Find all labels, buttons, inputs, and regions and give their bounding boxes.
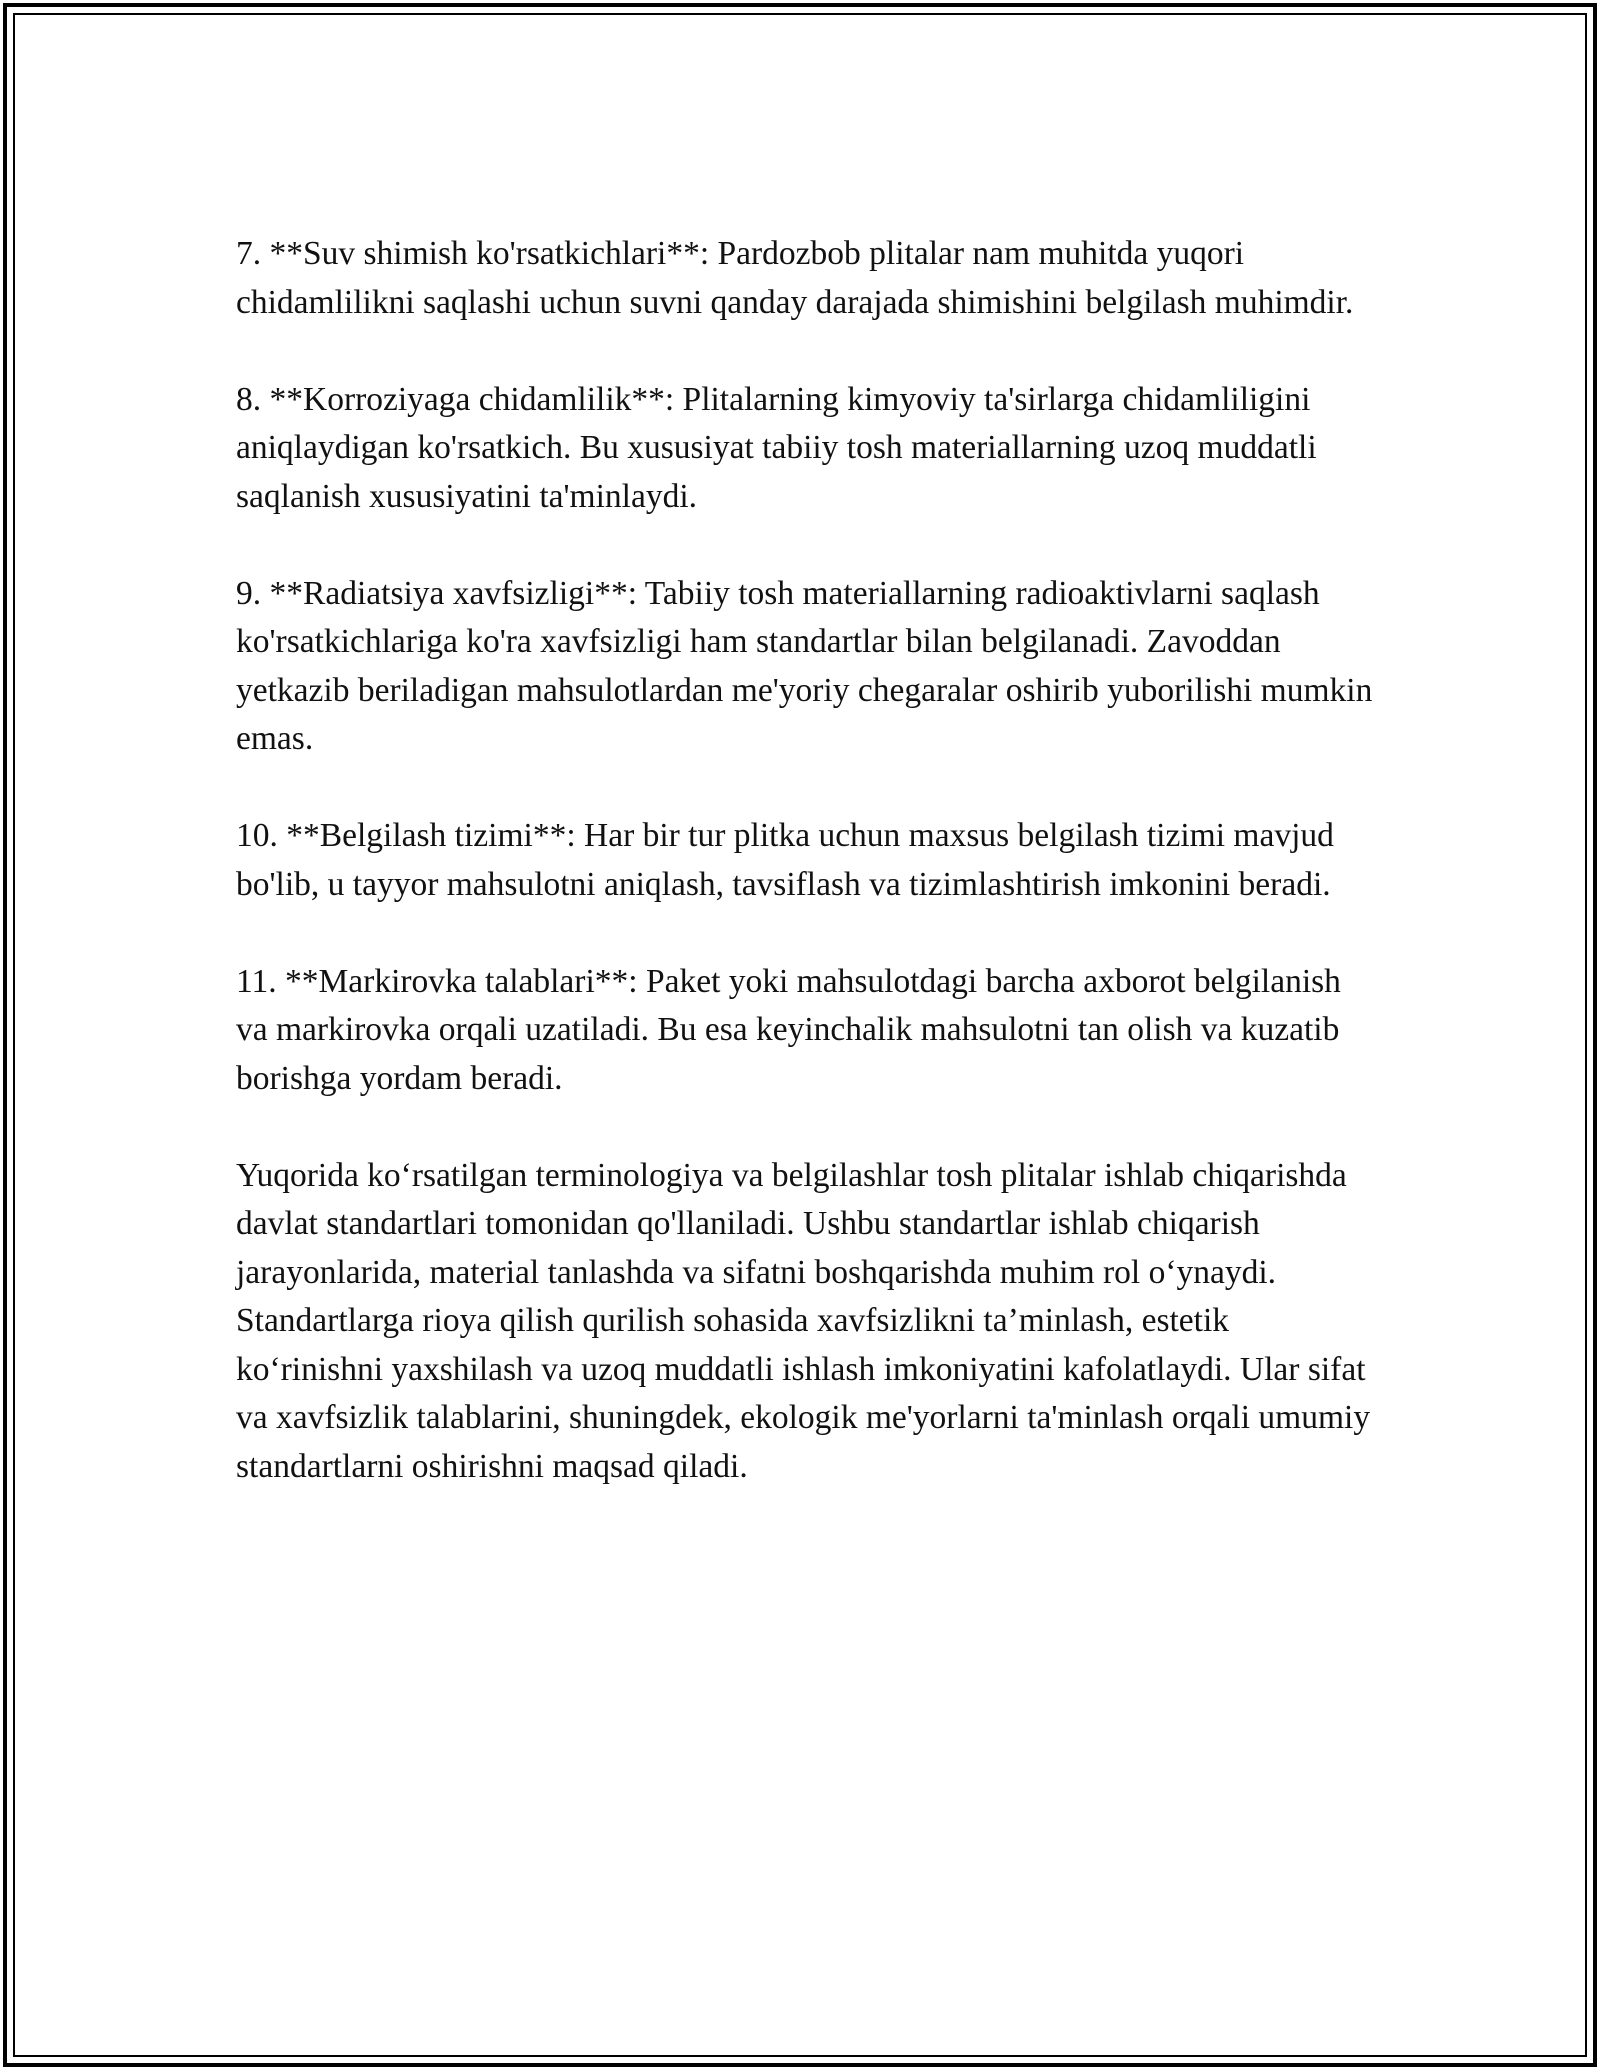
paragraph-conclusion: Yuqorida ko‘rsatilgan terminologiya va belgilashlar tosh plitalar ishlab chiqarishda davlat standartlari tomonidan qo'llaniladi. Ushbu standartlar ishlab chiqarish jarayonlarida, material tanlashda va sifatni boshqarishda muhim rol o‘ynaydi. Standartlarga rioya qilish qurilish sohasida xavfsizlikni ta’minlash, estetik ko‘rinishni yaxshilash va uzoq muddatli ishlash imkoniyatini kafolatlaydi. Ular sifat va xavfsizlik talablarini, shuningdek, ekologik me'yorlarni ta'minlash orqali umumiy standartlarni oshirishni maqsad qiladi.: [236, 1156, 1371, 1485]
document-body: [236, 230, 1376, 1540]
paragraph-labeling-requirements: 11. **Markirovka talablari**: Paket yoki mahsulotdagi barcha axborot belgilanish va markirovka orqali uzatiladi. Bu esa keyinchalik mahsulotni tan olish va kuzatib borishga yordam beradi.: [236, 962, 1341, 1097]
paragraph-marking-system: 10. **Belgilash tizimi**: Har bir tur plitka uchun maxsus belgilash tizimi mavjud bo'lib, u tayyor mahsulotni aniqlash, tavsiflash va tizimlashtirish imkonini beradi.: [236, 817, 1334, 903]
paragraph-water-absorption: 7. **Suv shimish ko'rsatkichlari**: Pardozbob plitalar nam muhitda yuqori chidamlilikni saqlashi uchun suvni qanday darajada shimishini belgilash muhimdir.: [236, 235, 1354, 321]
paragraph-corrosion-resistance: 8. **Korroziyaga chidamlilik**: Plitalarning kimyoviy ta'sirlarga chidamliligini aniqlaydigan ko'rsatkich. Bu xususiyat tabiiy tosh materiallarning uzoq muddatli saqlanish xususiyatini ta'minlaydi.: [236, 380, 1317, 515]
paragraph-radiation-safety: 9. **Radiatsiya xavfsizligi**: Tabiiy tosh materiallarning radioaktivlarni saqlash ko'rsatkichlariga ko'ra xavfsizligi ham standartlar bilan belgilanadi. Zavoddan yetkazib beriladigan mahsulotlardan me'yoriy chegaralar oshirib yuborilishi mumkin emas.: [236, 574, 1373, 757]
